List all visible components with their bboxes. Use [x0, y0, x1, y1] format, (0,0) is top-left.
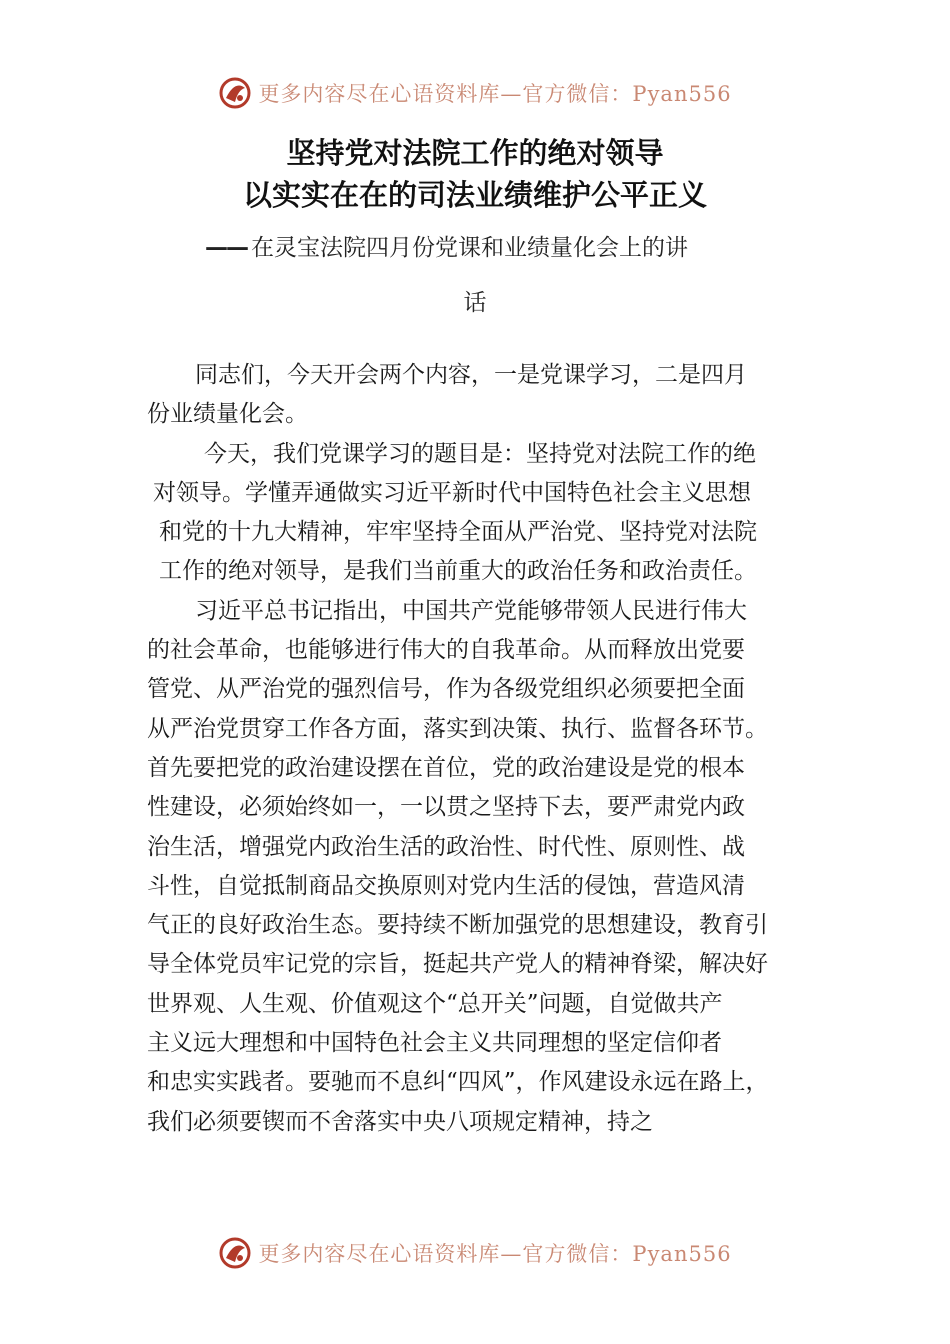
banner-text: 更多内容尽在心语资料库—官方微信：Pyan556 — [258, 82, 732, 106]
logo-icon — [218, 76, 252, 110]
logo-icon — [218, 1236, 252, 1270]
title-line-2: 以实实在在的司法业绩维护公平正义 — [242, 178, 707, 212]
body-line: 我们必须要锲而不舍落实中央八项规定精神，持之 — [147, 1108, 653, 1135]
body-line: 管党、从严治党的强烈信号，作为各级党组织必须要把全面 — [147, 676, 745, 703]
body-line: 斗性，自觉抵制商品交换原则对党内生活的侵蚀，营造风清 — [147, 872, 745, 899]
body-line: 从严治党贯穿工作各方面，落实到决策、执行、监督各环节。 — [147, 715, 768, 742]
body-line: 首先要把党的政治建设摆在首位，党的政治建设是党的根本 — [147, 754, 745, 781]
footer-banner — [0, 1233, 950, 1273]
subtitle-end: 话 — [463, 290, 487, 316]
body-line: 气正的良好政治生态。要持续不断加强党的思想建设，教育引 — [147, 912, 768, 939]
body-text — [147, 356, 832, 1142]
subtitle — [205, 229, 688, 262]
body-line: 份业绩量化会。 — [147, 401, 308, 428]
title-line-1: 坚持党对法院工作的绝对领导 — [286, 136, 664, 170]
subtitle-dash: —— — [205, 235, 247, 261]
body-line: 同志们，今天开会两个内容，一是党课学习，二是四月 — [195, 362, 747, 388]
body-line: 今天，我们党课学习的题目是：坚持党对法院工作的绝 — [204, 440, 756, 467]
body-line: 主义远大理想和中国特色社会主义共同理想的坚定信仰者 — [147, 1030, 722, 1057]
body-line: 世界观、人生观、价值观这个“总开关”问题，自觉做共产 — [147, 990, 723, 1017]
body-line: 治生活，增强党内政治生活的政治性、时代性、原则性、战 — [147, 833, 745, 860]
subtitle-text: 在灵宝法院四月份党课和业绩量化会上的讲 — [251, 235, 688, 261]
body-line: 的社会革命，也能够进行伟大的自我革命。从而释放出党要 — [147, 637, 745, 664]
body-line: 性建设，必须始终如一，一以贯之坚持下去，要严肃党内政 — [147, 794, 745, 821]
body-line: 习近平总书记指出，中国共产党能够带领人民进行伟大 — [195, 597, 747, 624]
header-banner — [0, 73, 950, 113]
body-line: 对领导。学懂弄通做实习近平新时代中国特色社会主义思想 — [153, 479, 751, 506]
body-line: 工作的绝对领导，是我们当前重大的政治任务和政治责任。 — [159, 558, 757, 585]
body-line: 导全体党员牢记党的宗旨，挺起共产党人的精神脊梁，解决好 — [147, 951, 768, 978]
body-line: 和忠实实践者。要驰而不息纠“四风”，作风建设永远在路上， — [147, 1069, 769, 1096]
banner-text: 更多内容尽在心语资料库—官方微信：Pyan556 — [258, 1242, 732, 1266]
body-line: 和党的十九大精神，牢牢坚持全面从严治党、坚持党对法院 — [159, 519, 757, 546]
